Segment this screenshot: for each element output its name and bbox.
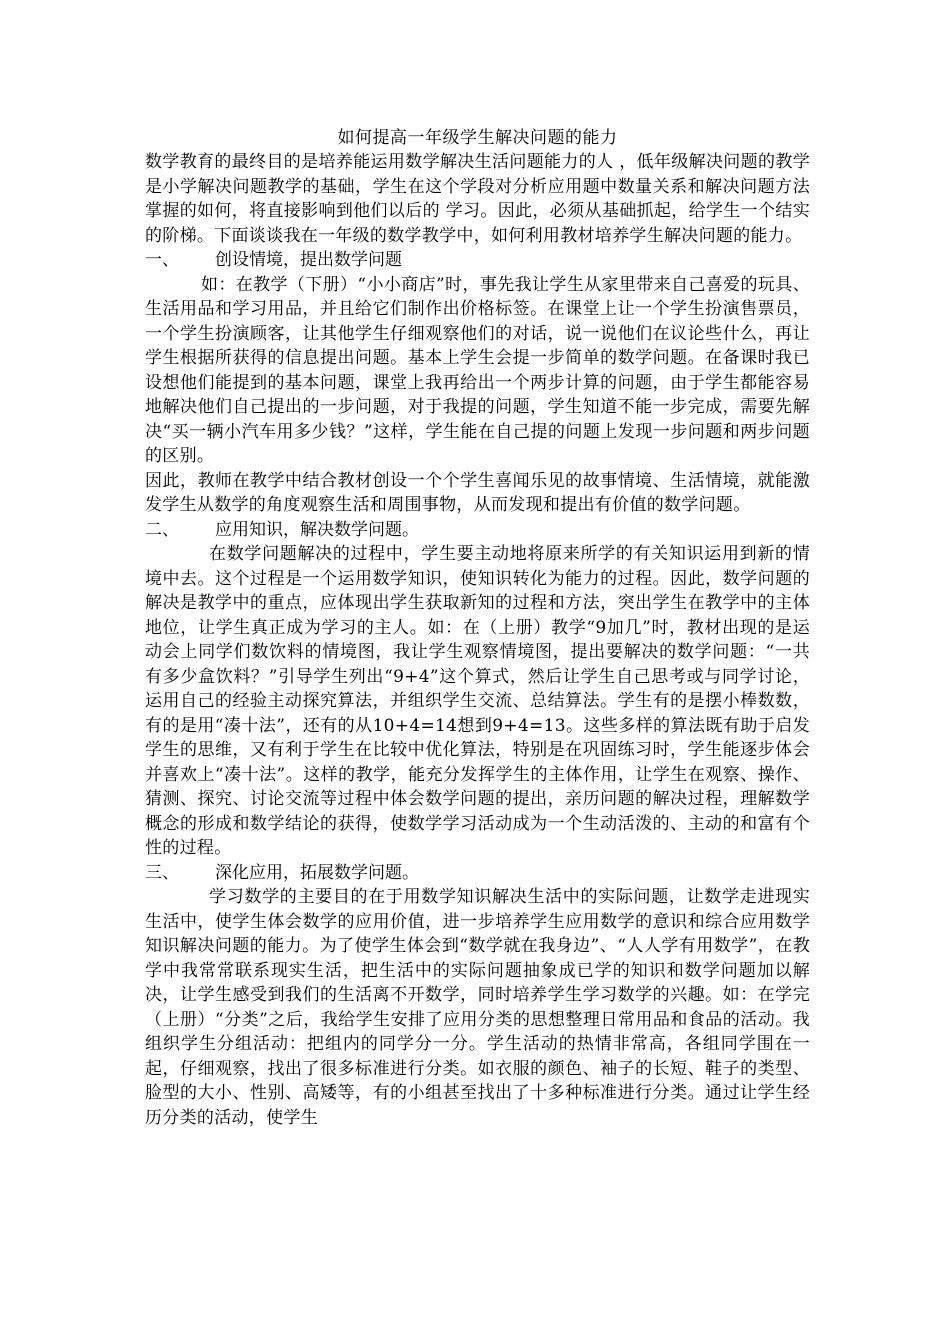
section-3-paragraph-1: 学习数学的主要目的在于用数学知识解决生活中的实际问题，让数学走进现实生活中，使学生体会数学的应用价值，进一步培养学生应用数学的意识和综合应用数学知识解决问题的能力。为了使学生体会到“数学就在我身边”、“人人学有用数学”，在教学中我常常联系现实生活，把生活中的实际问题抽象成已学的知识和数学问题加以解决，让学生感受到我们的生活离不开数学，同时培养学生学习数学的兴趣。如：在学完（上册）“分类”之后，我给学生安排了应用分类的思想整理日常用品和食品的活动。我组织学生分组活动：把组内的同学分一分。学生活动的热情非常高，各组同学围在一起，仔细观察，找出了很多标准进行分类。如衣服的颜色、袖子的长短、鞋子的类型、脸型的大小、性别、高矮等，有的小组甚至找出了十多种标准进行分类。通过让学生经历分类的活动，使学生 — [145, 887, 810, 1128]
section-1-paragraph-2: 因此，教师在教学中结合教材创设一个个学生喜闻乐见的故事情境、生活情境，就能激发学生从数学的角度观察生活和周围事物，从而发现和提出有价值的数学问题。 — [145, 470, 810, 515]
intro-paragraph: 数学教育的最终目的是培养能运用数学解决生活问题能力的人 ，低年级解决问题的教学是小学解决问题教学的基础，学生在这个学段对分析应用题中数量关系和解决问题方法掌握的如何，将直接影响到他们以后的 学习。因此，必须从基础抓起，给学生一个结实的阶梯。下面谈谈我在一年级的数学教学中，如何利用教材培养学生解决问题的能力。 — [145, 152, 810, 246]
section-1-paragraph-1: 如：在教学（下册）“小小商店”时，事先我让学生从家里带来自己喜爱的玩具、生活用品和学习用品，并且给它们制作出价格标签。在课堂上让一个学生扮演售票员，一个学生扮演顾客，让其他学生仔细观察他们的对话，说一说他们在议论些什么，再让学生根据所获得的信息提出问题。基本上学生会提一步简单的数学问题。在备课时我已设想他们能提到的基本问题，课堂上我再给出一个两步计算的问题，由于学生都能容易地解决他们自己提出的一步问题，对于我提的问题，学生知道不能一步完成，需要先解决“买一辆小汽车用多少钱？”这样，学生能在自己提的问题上发现一步问题和两步问题的区别。 — [145, 274, 810, 466]
section-2-title: 应用知识，解决数学问题。 — [215, 519, 419, 540]
section-2-number: 二、 — [145, 519, 179, 540]
section-1-number: 一、 — [145, 250, 179, 270]
section-3-title: 深化应用，拓展数学问题。 — [215, 862, 419, 883]
section-1-heading — [145, 248, 810, 273]
document-title: 如何提高一年级学生解决问题的能力 — [337, 128, 618, 148]
section-3-number: 三、 — [145, 862, 179, 883]
section-2-heading — [145, 518, 810, 543]
section-3-heading — [145, 861, 810, 886]
section-1-title: 创设情境，提出数学问题 — [215, 250, 402, 270]
section-2-paragraph-1: 在数学问题解决的过程中，学生要主动地将原来所学的有关知识运用到新的情境中去。这个过程是一个运用数学知识，使知识转化为能力的过程。因此，数学问题的解决是教学中的重点，应体现出学生获取新知的过程和方法，突出学生在教学中的主体地位，让学生真正成为学习的主人。如：在（上册）教学“9加几”时，教材出现的是运动会上同学们数饮料的情境图，我让学生观察情境图，提出要解决的数学问题：“一共有多少盒饮料？”引导学生列出“9+4”这个算式，然后让学生自己思考或与同学讨论，运用自己的经验主动探究算法，并组织学生交流、总结算法。学生有的是摆小棒数数，有的是用“凑十法”，还有的从10+4=14想到9+4=13。这些多样的算法既有助于启发学生的思维，又有利于学生在比较中优化算法，特别是在巩固练习时，学生能逐步体会并喜欢上“凑十法”。这样的教学，能充分发挥学生的主体作用，让学生在观察、操作、猜测、探究、讨论交流等过程中体会数学问题的提出，亲历问题的解决过程，理解数学概念的形成和数学结论的获得，使数学学习活动成为一个生动活泼的、主动的和富有个性的过程。 — [145, 544, 810, 858]
document-page — [145, 126, 810, 1130]
